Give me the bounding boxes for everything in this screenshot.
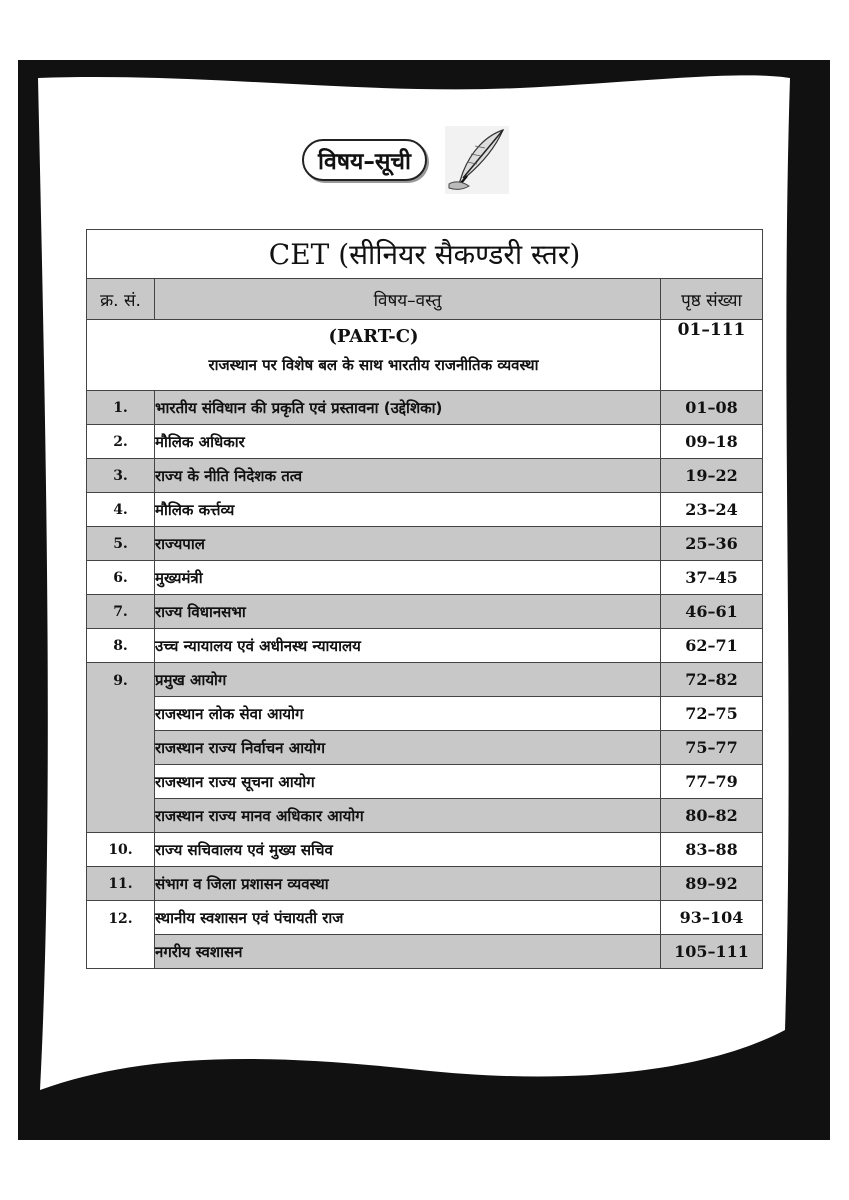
- row-num: 7.: [87, 595, 155, 629]
- part-cell: [87, 320, 661, 391]
- col-header-pages: पृष्ठ संख्या: [661, 279, 763, 320]
- table-row: [87, 765, 763, 799]
- row-num: 12.: [87, 901, 155, 969]
- table-row: [87, 425, 763, 459]
- row-title: मौलिक कर्त्तव्य: [155, 493, 661, 527]
- row-num: 3.: [87, 459, 155, 493]
- col-header-subject: विषय–वस्तु: [155, 279, 661, 320]
- part-row: [87, 320, 763, 391]
- row-title: राज्य विधानसभा: [155, 595, 661, 629]
- table-row: [87, 595, 763, 629]
- part-title: (PART-C): [328, 326, 419, 347]
- part-pages: 01–111: [661, 320, 763, 391]
- row-pages: 25–36: [661, 527, 763, 561]
- table-heading: CET (सीनियर सैकण्डरी स्तर): [87, 230, 763, 279]
- row-title: राजस्थान राज्य निर्वाचन आयोग: [155, 731, 661, 765]
- row-num: 5.: [87, 527, 155, 561]
- row-pages: 72–75: [661, 697, 763, 731]
- row-num: 11.: [87, 867, 155, 901]
- row-title: राज्यपाल: [155, 527, 661, 561]
- row-pages: 09–18: [661, 425, 763, 459]
- row-title: राज्य सचिवालय एवं मुख्य सचिव: [155, 833, 661, 867]
- row-title: राज्य के नीति निदेशक तत्व: [155, 459, 661, 493]
- title-block: [302, 126, 509, 194]
- row-title: प्रमुख आयोग: [155, 663, 661, 697]
- row-num: 6.: [87, 561, 155, 595]
- row-num: 2.: [87, 425, 155, 459]
- table-row: [87, 935, 763, 969]
- row-pages: 80–82: [661, 799, 763, 833]
- row-num: 1.: [87, 391, 155, 425]
- table-row: [87, 901, 763, 935]
- row-pages: 72–82: [661, 663, 763, 697]
- table-heading-row: [87, 230, 763, 279]
- row-title: राजस्थान राज्य सूचना आयोग: [155, 765, 661, 799]
- row-title: राजस्थान राज्य मानव अधिकार आयोग: [155, 799, 661, 833]
- column-header-row: [87, 279, 763, 320]
- table-row: [87, 833, 763, 867]
- table-row: [87, 561, 763, 595]
- row-pages: 105–111: [661, 935, 763, 969]
- row-title: मौलिक अधिकार: [155, 425, 661, 459]
- row-pages: 46–61: [661, 595, 763, 629]
- row-pages: 01–08: [661, 391, 763, 425]
- row-num: 4.: [87, 493, 155, 527]
- row-pages: 89–92: [661, 867, 763, 901]
- row-num: 9.: [87, 663, 155, 833]
- col-header-num: क्र. सं.: [87, 279, 155, 320]
- table-row: [87, 697, 763, 731]
- table-row: [87, 663, 763, 697]
- part-subtitle: राजस्थान पर विशेष बल के साथ भारतीय राजनीतिक व्यवस्था: [208, 356, 539, 374]
- row-pages: 19–22: [661, 459, 763, 493]
- row-num: 10.: [87, 833, 155, 867]
- row-title: मुख्यमंत्री: [155, 561, 661, 595]
- table-row: [87, 799, 763, 833]
- toc-table: [86, 229, 763, 969]
- row-title: उच्च न्यायालय एवं अधीनस्थ न्यायालय: [155, 629, 661, 663]
- table-row: [87, 731, 763, 765]
- row-pages: 75–77: [661, 731, 763, 765]
- row-title: संभाग व जिला प्रशासन व्यवस्था: [155, 867, 661, 901]
- table-row: [87, 867, 763, 901]
- row-pages: 83–88: [661, 833, 763, 867]
- table-row: [87, 629, 763, 663]
- row-pages: 37–45: [661, 561, 763, 595]
- quill-pen-icon: [445, 126, 509, 194]
- table-row: [87, 459, 763, 493]
- table-row: [87, 493, 763, 527]
- row-pages: 77–79: [661, 765, 763, 799]
- row-pages: 93–104: [661, 901, 763, 935]
- row-pages: 23–24: [661, 493, 763, 527]
- row-title: राजस्थान लोक सेवा आयोग: [155, 697, 661, 731]
- row-title: नगरीय स्वशासन: [155, 935, 661, 969]
- row-num: 8.: [87, 629, 155, 663]
- row-title: भारतीय संविधान की प्रकृति एवं प्रस्तावना (उद्देशिका): [155, 391, 661, 425]
- row-pages: 62–71: [661, 629, 763, 663]
- page-title: विषय–सूची: [302, 139, 427, 181]
- table-row: [87, 527, 763, 561]
- table-row: [87, 391, 763, 425]
- row-title: स्थानीय स्वशासन एवं पंचायती राज: [155, 901, 661, 935]
